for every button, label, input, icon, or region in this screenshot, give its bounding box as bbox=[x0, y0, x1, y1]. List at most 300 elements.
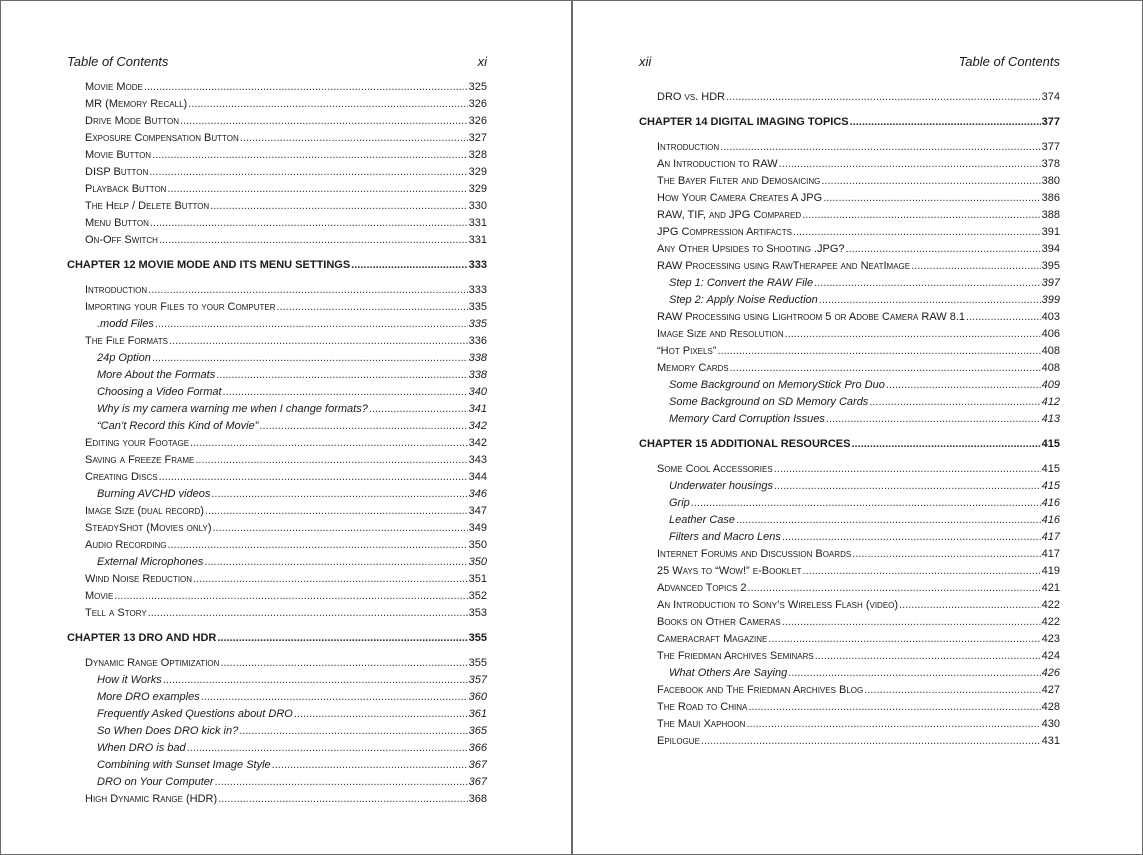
toc-entry[interactable] bbox=[67, 96, 487, 113]
toc-entry[interactable] bbox=[67, 367, 487, 384]
toc-entry-title: Grip bbox=[669, 497, 690, 509]
dot-leader bbox=[150, 215, 468, 232]
toc-list bbox=[67, 79, 487, 808]
dot-leader bbox=[826, 411, 1041, 428]
toc-entry-page: 326 bbox=[468, 115, 487, 127]
toc-entry[interactable] bbox=[639, 512, 1060, 529]
toc-entry[interactable] bbox=[639, 292, 1060, 309]
toc-entry-page: 377 bbox=[1041, 116, 1060, 128]
toc-entry-page: 399 bbox=[1041, 294, 1060, 306]
toc-entry-page: 417 bbox=[1041, 548, 1060, 560]
dot-leader bbox=[259, 418, 467, 435]
toc-entry[interactable] bbox=[67, 571, 487, 588]
toc-entry-title: Audio Recording bbox=[85, 539, 167, 551]
toc-entry-title: Image Size (dual record) bbox=[85, 505, 204, 517]
dot-leader bbox=[736, 512, 1041, 529]
dot-leader bbox=[155, 316, 468, 333]
toc-entry[interactable] bbox=[639, 648, 1060, 665]
toc-entry-title: Step 1: Convert the RAW File bbox=[669, 277, 814, 289]
toc-entry-title: Step 2: Apply Noise Reduction bbox=[669, 294, 818, 306]
dot-leader bbox=[768, 631, 1040, 648]
toc-entry[interactable] bbox=[67, 537, 487, 554]
left-page-header bbox=[67, 54, 487, 70]
dot-leader bbox=[864, 682, 1040, 699]
toc-entry-page: 428 bbox=[1041, 701, 1060, 713]
dot-leader bbox=[746, 716, 1040, 733]
dot-leader bbox=[774, 478, 1041, 495]
toc-entry-title: Memory Cards bbox=[657, 362, 729, 374]
page-number: xii bbox=[639, 54, 652, 69]
toc-entry-page: 431 bbox=[1041, 735, 1060, 747]
dot-leader bbox=[779, 156, 1041, 173]
toc-entry-title: Introduction bbox=[85, 284, 148, 296]
dot-leader bbox=[188, 96, 467, 113]
toc-entry-page: 335 bbox=[468, 301, 487, 313]
toc-entry-title: Movie Button bbox=[85, 149, 152, 161]
toc-entry[interactable] bbox=[67, 554, 487, 571]
toc-entry[interactable] bbox=[639, 343, 1060, 360]
toc-entry[interactable] bbox=[639, 326, 1060, 343]
toc-entry[interactable] bbox=[639, 716, 1060, 733]
toc-entry-title: 25 Ways to “Wow!” e-Booklet bbox=[657, 565, 802, 577]
toc-entry[interactable] bbox=[639, 614, 1060, 631]
toc-entry[interactable] bbox=[67, 503, 487, 520]
toc-entry-page: 427 bbox=[1041, 684, 1060, 696]
toc-entry[interactable] bbox=[639, 139, 1060, 156]
dot-leader bbox=[217, 630, 467, 647]
toc-entry-title: RAW Processing using RawTherapee and NeatImage bbox=[657, 260, 911, 272]
toc-entry[interactable] bbox=[67, 164, 487, 181]
toc-entry-title: Tell a Story bbox=[85, 607, 147, 619]
toc-entry-title: On-Off Switch bbox=[85, 234, 158, 246]
toc-entry-title: Some Background on SD Memory Cards bbox=[669, 396, 869, 408]
toc-entry-page: 424 bbox=[1041, 650, 1060, 662]
dot-leader bbox=[851, 436, 1040, 453]
toc-entry[interactable] bbox=[67, 774, 487, 791]
toc-entry-title: Introduction bbox=[657, 141, 720, 153]
page-number: xi bbox=[477, 54, 487, 69]
dot-leader bbox=[819, 292, 1041, 309]
right-page-header bbox=[639, 54, 1060, 70]
toc-entry[interactable] bbox=[67, 333, 487, 350]
toc-entry-title: CHAPTER 12 MOVIE MODE AND ITS MENU SETTINGS bbox=[67, 259, 351, 271]
toc-entry[interactable] bbox=[67, 316, 487, 333]
toc-entry[interactable] bbox=[639, 461, 1060, 478]
dot-leader bbox=[210, 198, 467, 215]
toc-entry-title: Memory Card Corruption Issues bbox=[669, 413, 825, 425]
dot-leader bbox=[211, 486, 467, 503]
toc-entry-title: 24p Option bbox=[97, 352, 151, 364]
toc-entry[interactable] bbox=[639, 360, 1060, 377]
toc-entry[interactable] bbox=[67, 350, 487, 367]
toc-entry-title: More DRO examples bbox=[97, 691, 200, 703]
toc-entry-title: Exposure Compensation Button bbox=[85, 132, 239, 144]
toc-entry[interactable] bbox=[639, 241, 1060, 258]
dot-leader bbox=[193, 571, 468, 588]
toc-entry[interactable] bbox=[639, 275, 1060, 292]
dot-leader bbox=[294, 706, 468, 723]
toc-entry[interactable] bbox=[639, 478, 1060, 495]
toc-entry-page: 421 bbox=[1041, 582, 1060, 594]
toc-entry-title: Menu Button bbox=[85, 217, 149, 229]
dot-leader bbox=[351, 257, 467, 274]
toc-entry-title: Movie bbox=[85, 590, 114, 602]
toc-entry-page: 328 bbox=[468, 149, 487, 161]
toc-entry-page: 409 bbox=[1041, 379, 1060, 391]
toc-entry-page: 350 bbox=[468, 539, 487, 551]
toc-chapter-entry[interactable] bbox=[67, 630, 487, 647]
toc-entry-title: DRO vs. HDR bbox=[657, 91, 726, 103]
toc-entry[interactable] bbox=[639, 733, 1060, 750]
toc-entry-title: More About the Formats bbox=[97, 369, 216, 381]
dot-leader bbox=[869, 394, 1040, 411]
dot-leader bbox=[149, 164, 467, 181]
toc-entry-page: 422 bbox=[1041, 616, 1060, 628]
toc-entry-title: Some Background on MemoryStick Pro Duo bbox=[669, 379, 885, 391]
toc-entry-page: 377 bbox=[1041, 141, 1060, 153]
toc-entry-title: The File Formats bbox=[85, 335, 169, 347]
toc-entry-title: Facebook and The Friedman Archives Blog bbox=[657, 684, 864, 696]
dot-leader bbox=[726, 89, 1041, 106]
toc-entry-page: 347 bbox=[468, 505, 487, 517]
dot-leader bbox=[788, 665, 1040, 682]
toc-entry[interactable] bbox=[67, 723, 487, 740]
toc-entry-page: 367 bbox=[468, 776, 487, 788]
dot-leader bbox=[159, 469, 468, 486]
toc-entry-page: 327 bbox=[468, 132, 487, 144]
toc-entry-page: 331 bbox=[468, 234, 487, 246]
toc-entry-page: 406 bbox=[1041, 328, 1060, 340]
toc-entry[interactable] bbox=[639, 224, 1060, 241]
toc-entry-page: 350 bbox=[468, 556, 487, 568]
toc-entry[interactable] bbox=[67, 655, 487, 672]
dot-leader bbox=[717, 343, 1040, 360]
toc-entry-page: 417 bbox=[1041, 531, 1060, 543]
toc-entry-title: Internet Forums and Discussion Boards bbox=[657, 548, 852, 560]
dot-leader bbox=[701, 733, 1041, 750]
dot-leader bbox=[205, 503, 468, 520]
toc-entry[interactable] bbox=[67, 147, 487, 164]
dot-leader bbox=[886, 377, 1041, 394]
toc-entry-title: Importing your Files to your Computer bbox=[85, 301, 276, 313]
toc-entry-title: High Dynamic Range (HDR) bbox=[85, 793, 218, 805]
toc-entry[interactable] bbox=[67, 181, 487, 198]
toc-entry-page: 412 bbox=[1041, 396, 1060, 408]
toc-entry[interactable] bbox=[67, 113, 487, 130]
toc-chapter-entry[interactable] bbox=[67, 257, 487, 274]
toc-entry-page: 365 bbox=[468, 725, 487, 737]
toc-entry-page: 394 bbox=[1041, 243, 1060, 255]
toc-entry-page: 388 bbox=[1041, 209, 1060, 221]
toc-entry-title: SteadyShot (Movies only) bbox=[85, 522, 212, 534]
toc-entry-title: Why is my camera warning me when I change formats? bbox=[97, 403, 368, 415]
toc-entry-page: 333 bbox=[468, 284, 487, 296]
toc-entry-page: 416 bbox=[1041, 497, 1060, 509]
dot-leader bbox=[748, 699, 1040, 716]
dot-leader bbox=[802, 207, 1040, 224]
dot-leader bbox=[215, 774, 468, 791]
toc-entry-title: MR (Memory Recall) bbox=[85, 98, 188, 110]
toc-entry[interactable] bbox=[67, 435, 487, 452]
toc-entry[interactable] bbox=[639, 546, 1060, 563]
dot-leader bbox=[272, 757, 468, 774]
dot-leader bbox=[187, 740, 468, 757]
dot-leader bbox=[691, 495, 1041, 512]
dot-leader bbox=[180, 113, 468, 130]
toc-entry-page: 397 bbox=[1041, 277, 1060, 289]
toc-entry-title: Leather Case bbox=[669, 514, 736, 526]
toc-entry-page: 355 bbox=[468, 632, 487, 644]
toc-entry[interactable] bbox=[639, 394, 1060, 411]
toc-entry-title: Choosing a Video Format bbox=[97, 386, 222, 398]
toc-entry-page: 367 bbox=[468, 759, 487, 771]
toc-entry-page: 338 bbox=[468, 369, 487, 381]
dot-leader bbox=[163, 672, 468, 689]
toc-entry[interactable] bbox=[639, 563, 1060, 580]
toc-entry-page: 346 bbox=[468, 488, 487, 500]
dot-leader bbox=[159, 232, 468, 249]
toc-entry[interactable] bbox=[67, 486, 487, 503]
toc-entry-title: Burning AVCHD videos bbox=[97, 488, 211, 500]
dot-leader bbox=[774, 461, 1041, 478]
toc-entry-title: Cameracraft Magazine bbox=[657, 633, 768, 645]
dot-leader bbox=[821, 173, 1040, 190]
toc-entry[interactable] bbox=[639, 411, 1060, 428]
dot-leader bbox=[782, 614, 1041, 631]
dot-leader bbox=[240, 130, 468, 147]
dot-leader bbox=[190, 435, 468, 452]
toc-entry-title: An Introduction to Sony’s Wireless Flash (video) bbox=[657, 599, 899, 611]
toc-entry[interactable] bbox=[67, 672, 487, 689]
toc-entry-page: 344 bbox=[468, 471, 487, 483]
toc-entry[interactable] bbox=[67, 384, 487, 401]
toc-entry-title: The Help / Delete Button bbox=[85, 200, 210, 212]
toc-entry[interactable] bbox=[67, 689, 487, 706]
toc-entry-title: Drive Mode Button bbox=[85, 115, 179, 127]
toc-entry[interactable] bbox=[67, 740, 487, 757]
toc-entry-title: Saving a Freeze Frame bbox=[85, 454, 195, 466]
toc-entry-page: 395 bbox=[1041, 260, 1060, 272]
toc-entry[interactable] bbox=[639, 597, 1060, 614]
toc-entry-title: JPG Compression Artifacts bbox=[657, 226, 792, 238]
dot-leader bbox=[204, 554, 467, 571]
dot-leader bbox=[748, 580, 1041, 597]
dot-leader bbox=[782, 529, 1041, 546]
toc-entry-page: 333 bbox=[468, 259, 487, 271]
toc-entry[interactable] bbox=[67, 130, 487, 147]
left-page bbox=[1, 1, 571, 854]
toc-entry-page: 423 bbox=[1041, 633, 1060, 645]
toc-entry[interactable] bbox=[639, 89, 1060, 106]
toc-entry[interactable] bbox=[639, 682, 1060, 699]
toc-entry-page: 415 bbox=[1041, 463, 1060, 475]
toc-entry-page: 355 bbox=[468, 657, 487, 669]
toc-entry-page: 403 bbox=[1041, 311, 1060, 323]
toc-entry-title: RAW, TIF, and JPG Compared bbox=[657, 209, 802, 221]
toc-entry[interactable] bbox=[639, 631, 1060, 648]
dot-leader bbox=[201, 689, 468, 706]
toc-entry-title: When DRO is bad bbox=[97, 742, 186, 754]
toc-entry-page: 343 bbox=[468, 454, 487, 466]
toc-entry-page: 426 bbox=[1041, 667, 1060, 679]
running-title: Table of Contents bbox=[67, 54, 169, 69]
dot-leader bbox=[169, 333, 468, 350]
toc-entry-title: The Bayer Filter and Demosaicing bbox=[657, 175, 821, 187]
toc-entry-title: CHAPTER 15 ADDITIONAL RESOURCES bbox=[639, 438, 851, 450]
toc-chapter-entry[interactable] bbox=[639, 114, 1060, 131]
toc-entry-title: Movie Mode bbox=[85, 81, 143, 93]
toc-entry[interactable] bbox=[639, 495, 1060, 512]
toc-entry-page: 349 bbox=[468, 522, 487, 534]
toc-entry-page: 352 bbox=[468, 590, 487, 602]
toc-entry-page: 336 bbox=[468, 335, 487, 347]
toc-entry-page: 361 bbox=[468, 708, 487, 720]
toc-entry[interactable] bbox=[67, 401, 487, 418]
toc-entry[interactable] bbox=[639, 207, 1060, 224]
toc-entry-title: Filters and Macro Lens bbox=[669, 531, 781, 543]
toc-entry-title: An Introduction to RAW bbox=[657, 158, 778, 170]
toc-entry[interactable] bbox=[67, 706, 487, 723]
toc-entry-title: RAW Processing using Lightroom 5 or Adobe Camera RAW 8.1 bbox=[657, 311, 966, 323]
dot-leader bbox=[152, 147, 468, 164]
toc-entry-page: 408 bbox=[1041, 362, 1060, 374]
toc-entry-page: 357 bbox=[468, 674, 487, 686]
toc-entry-title: Frequently Asked Questions about DRO bbox=[97, 708, 293, 720]
toc-entry-title: What Others Are Saying bbox=[669, 667, 788, 679]
dot-leader bbox=[814, 275, 1041, 292]
toc-entry-title: Creating Discs bbox=[85, 471, 158, 483]
dot-leader bbox=[148, 605, 468, 622]
toc-entry-page: 340 bbox=[468, 386, 487, 398]
toc-entry[interactable] bbox=[67, 418, 487, 435]
dot-leader bbox=[846, 241, 1041, 258]
toc-entry[interactable] bbox=[67, 452, 487, 469]
toc-entry-page: 341 bbox=[468, 403, 487, 415]
toc-entry-page: 342 bbox=[468, 420, 487, 432]
toc-chapter-entry[interactable] bbox=[639, 436, 1060, 453]
toc-entry[interactable] bbox=[67, 299, 487, 316]
toc-entry[interactable] bbox=[639, 258, 1060, 275]
toc-entry[interactable] bbox=[639, 580, 1060, 597]
toc-entry-page: 338 bbox=[468, 352, 487, 364]
toc-entry[interactable] bbox=[639, 699, 1060, 716]
toc-entry[interactable] bbox=[639, 309, 1060, 326]
toc-entry-title: DISP Button bbox=[85, 166, 149, 178]
toc-entry-title: Underwater housings bbox=[669, 480, 773, 492]
dot-leader bbox=[212, 520, 467, 537]
toc-entry-page: 329 bbox=[468, 183, 487, 195]
toc-entry-title: CHAPTER 14 DIGITAL IMAGING TOPICS bbox=[639, 116, 849, 128]
toc-entry[interactable] bbox=[67, 605, 487, 622]
toc-entry[interactable] bbox=[67, 757, 487, 774]
dot-leader bbox=[785, 326, 1041, 343]
dot-leader bbox=[218, 791, 467, 808]
toc-entry-title: Playback Button bbox=[85, 183, 167, 195]
dot-leader bbox=[144, 79, 468, 96]
toc-entry[interactable] bbox=[67, 215, 487, 232]
toc-entry-page: 416 bbox=[1041, 514, 1060, 526]
toc-entry-title: How it Works bbox=[97, 674, 162, 686]
toc-entry[interactable] bbox=[639, 173, 1060, 190]
toc-entry[interactable] bbox=[67, 232, 487, 249]
dot-leader bbox=[815, 648, 1041, 665]
toc-entry-page: 386 bbox=[1041, 192, 1060, 204]
toc-entry-title: CHAPTER 13 DRO AND HDR bbox=[67, 632, 217, 644]
toc-entry[interactable] bbox=[639, 377, 1060, 394]
toc-entry-title: The Road to China bbox=[657, 701, 748, 713]
toc-entry-title: “Can’t Record this Kind of Movie” bbox=[97, 420, 259, 432]
toc-entry-page: 366 bbox=[468, 742, 487, 754]
toc-entry-page: 415 bbox=[1041, 438, 1060, 450]
toc-entry[interactable] bbox=[639, 665, 1060, 682]
dot-leader bbox=[730, 360, 1041, 377]
dot-leader bbox=[720, 139, 1040, 156]
dot-leader bbox=[369, 401, 468, 418]
toc-entry-page: 342 bbox=[468, 437, 487, 449]
toc-entry-page: 391 bbox=[1041, 226, 1060, 238]
toc-entry-page: 430 bbox=[1041, 718, 1060, 730]
toc-entry-title: So When Does DRO kick in? bbox=[97, 725, 239, 737]
toc-entry[interactable] bbox=[67, 791, 487, 808]
toc-entry-title: Image Size and Resolution bbox=[657, 328, 784, 340]
toc-entry-page: 408 bbox=[1041, 345, 1060, 357]
right-page bbox=[573, 1, 1142, 854]
toc-entry-page: 329 bbox=[468, 166, 487, 178]
toc-entry-page: 326 bbox=[468, 98, 487, 110]
dot-leader bbox=[803, 563, 1041, 580]
toc-entry[interactable] bbox=[67, 520, 487, 537]
toc-entry[interactable] bbox=[67, 198, 487, 215]
toc-entry-page: 330 bbox=[468, 200, 487, 212]
toc-entry-title: How Your Camera Creates A JPG bbox=[657, 192, 823, 204]
toc-entry-page: 353 bbox=[468, 607, 487, 619]
dot-leader bbox=[152, 350, 468, 367]
dot-leader bbox=[167, 537, 467, 554]
toc-entry-title: Any Other Upsides to Shooting .JPG? bbox=[657, 243, 845, 255]
toc-entry-page: 368 bbox=[468, 793, 487, 805]
dot-leader bbox=[852, 546, 1040, 563]
toc-entry-page: 331 bbox=[468, 217, 487, 229]
toc-entry-page: 380 bbox=[1041, 175, 1060, 187]
dot-leader bbox=[911, 258, 1041, 275]
toc-entry-title: DRO on Your Computer bbox=[97, 776, 214, 788]
dot-leader bbox=[216, 367, 467, 384]
toc-entry[interactable] bbox=[67, 282, 487, 299]
toc-entry[interactable] bbox=[639, 529, 1060, 546]
dot-leader bbox=[899, 597, 1041, 614]
dot-leader bbox=[167, 181, 467, 198]
toc-entry[interactable] bbox=[67, 469, 487, 486]
dot-leader bbox=[793, 224, 1041, 241]
toc-entry-title: External Microphones bbox=[97, 556, 204, 568]
toc-entry-title: Wind Noise Reduction bbox=[85, 573, 193, 585]
toc-entry-page: 378 bbox=[1041, 158, 1060, 170]
toc-entry-title: .modd Files bbox=[97, 318, 154, 330]
toc-entry-page: 360 bbox=[468, 691, 487, 703]
toc-entry[interactable] bbox=[67, 79, 487, 96]
toc-entry-page: 419 bbox=[1041, 565, 1060, 577]
toc-entry[interactable] bbox=[639, 156, 1060, 173]
toc-entry-page: 415 bbox=[1041, 480, 1060, 492]
dot-leader bbox=[148, 282, 467, 299]
toc-entry[interactable] bbox=[639, 190, 1060, 207]
dot-leader bbox=[277, 299, 468, 316]
dot-leader bbox=[966, 309, 1041, 326]
toc-entry-page: 325 bbox=[468, 81, 487, 93]
toc-entry[interactable] bbox=[67, 588, 487, 605]
dot-leader bbox=[220, 655, 467, 672]
dot-leader bbox=[850, 114, 1041, 131]
